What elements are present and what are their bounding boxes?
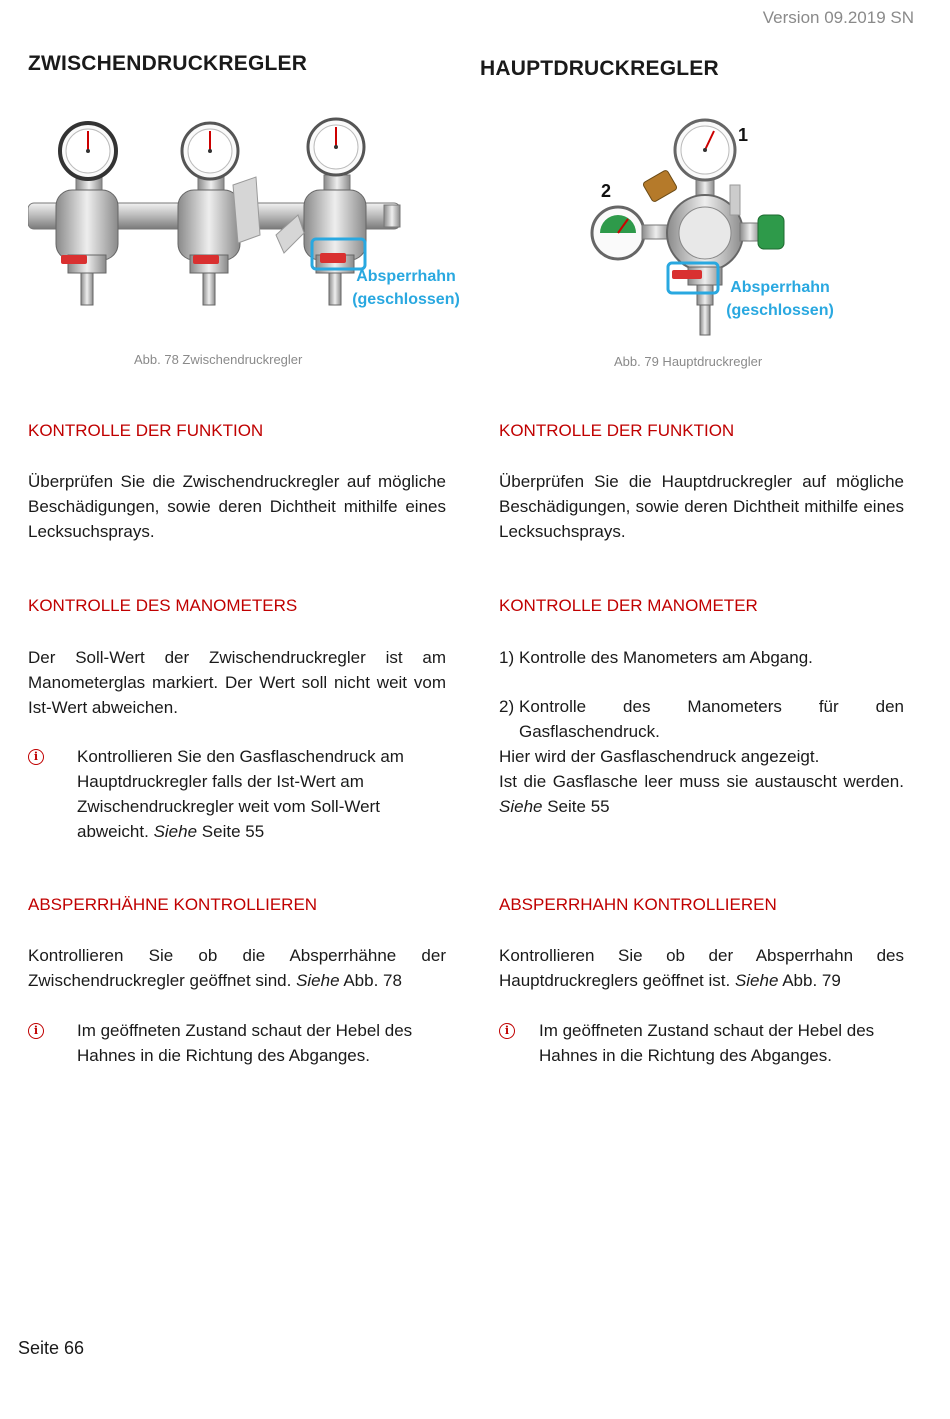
marker-1: 1: [738, 125, 749, 145]
left-note-manometer-siehe: Siehe: [153, 822, 198, 841]
left-text-manometer: Der Soll-Wert der Zwischendruckregler ist am Manometerglas markiert. Der Wert soll nicht weit vom Ist-Wert abweichen.: [28, 648, 446, 717]
info-circle-icon: i: [28, 1023, 44, 1039]
item-2-text: Kontrolle des Manometers für den Gasflaschendruck.: [519, 697, 904, 741]
left-heading-funktion: KONTROLLE DER FUNKTION: [28, 421, 264, 440]
left-heading-manometer: KONTROLLE DES MANOMETERS: [28, 596, 298, 615]
right-callout-line1: Absperrhahn: [730, 279, 830, 296]
right-figure-caption: Abb. 79 Hauptdruckregler: [614, 354, 763, 369]
info-circle-icon: i: [28, 749, 44, 765]
left-text-absperrhaehne: [28, 943, 446, 993]
page-number: Seite 66: [18, 1338, 85, 1358]
right-item-2-line3-body: Ist die Gasflasche leer muss sie austauscht werden.: [499, 772, 904, 791]
item-2-number: 2): [499, 697, 515, 716]
left-title: ZWISCHENDRUCKREGLER: [28, 52, 308, 75]
right-item-2-line2: Hier wird der Gasflaschendruck angezeigt.: [499, 747, 820, 766]
item-1-text: Kontrolle des Manometers am Abgang.: [519, 648, 813, 667]
left-callout-line1: Absperrhahn: [356, 268, 456, 285]
right-siehe: Siehe: [734, 971, 779, 990]
right-item-1: [499, 645, 904, 670]
right-manometer-ref: Seite 55: [547, 797, 610, 816]
right-note-absperrhahn: [499, 1018, 904, 1068]
info-circle-icon: i: [499, 1023, 515, 1039]
left-heading-absperrhaehne: ABSPERRHÄHNE KONTROLLIEREN: [28, 895, 318, 914]
left-figure-caption: Abb. 78 Zwischendruckregler: [134, 352, 303, 367]
left-siehe: Siehe: [296, 971, 340, 990]
left-note-absperrhaehne-text: Im geöffneten Zustand schaut der Hebel des Hahnes in die Richtung des Abganges.: [77, 1021, 413, 1065]
right-text-absperrhahn-body: Kontrollieren Sie ob der Absperrhahn des Hauptdruckreglers geöffnet ist.: [499, 946, 904, 990]
right-title: HAUPTDRUCKREGLER: [480, 57, 719, 80]
zwischendruckregler-figure: [28, 115, 468, 325]
right-heading-absperrhahn: ABSPERRHAHN KONTROLLIEREN: [499, 895, 777, 914]
left-note-manometer-body: Kontrollieren Sie den Gasflaschendruck am Hauptdruckregler falls der Ist-Wert am Zwischendruckregler weit vom Soll-Wert abweicht.: [77, 747, 404, 841]
right-ref-abb: Abb. 79: [782, 971, 841, 990]
right-heading-funktion: KONTROLLE DER FUNKTION: [499, 421, 735, 440]
right-item-2-line3: [499, 769, 904, 819]
version-label: Version 09.2019 SN: [762, 8, 914, 27]
marker-2: 2: [601, 181, 612, 201]
hauptdruckregler-figure: [590, 115, 840, 340]
left-ref-abb: Abb. 78: [343, 971, 402, 990]
left-note-absperrhaehne: [28, 1018, 446, 1068]
left-callout: [346, 265, 466, 311]
right-item-2: [499, 694, 904, 744]
right-text-absperrhahn: [499, 943, 904, 993]
right-text-funktion: Überprüfen Sie die Hauptdruckregler auf mögliche Beschädigungen, sowie deren Dichtheit mithilfe eines Lecksuchsprays.: [499, 472, 904, 541]
left-note-manometer-text: [77, 744, 437, 844]
left-callout-line2: (geschlossen): [352, 291, 460, 308]
left-note-manometer: [28, 744, 446, 844]
right-callout: [720, 276, 840, 322]
item-1-number: 1): [499, 648, 515, 667]
left-note-manometer-ref: Seite 55: [201, 822, 265, 841]
right-manometer-siehe: Siehe: [499, 797, 543, 816]
left-text-absperrhaehne-body: Kontrollieren Sie ob die Absperrhähne der Zwischendruckregler geöffnet sind.: [28, 946, 446, 990]
left-text-funktion: Überprüfen Sie die Zwischendruckregler auf mögliche Beschädigungen, sowie deren Dichtheit mithilfe eines Lecksuchsprays.: [28, 472, 446, 541]
right-heading-manometer: KONTROLLE DER MANOMETER: [499, 596, 758, 615]
right-note-absperrhahn-text: Im geöffneten Zustand schaut der Hebel des Hahnes in die Richtung des Abganges.: [539, 1021, 875, 1065]
right-callout-line2: (geschlossen): [726, 302, 834, 319]
